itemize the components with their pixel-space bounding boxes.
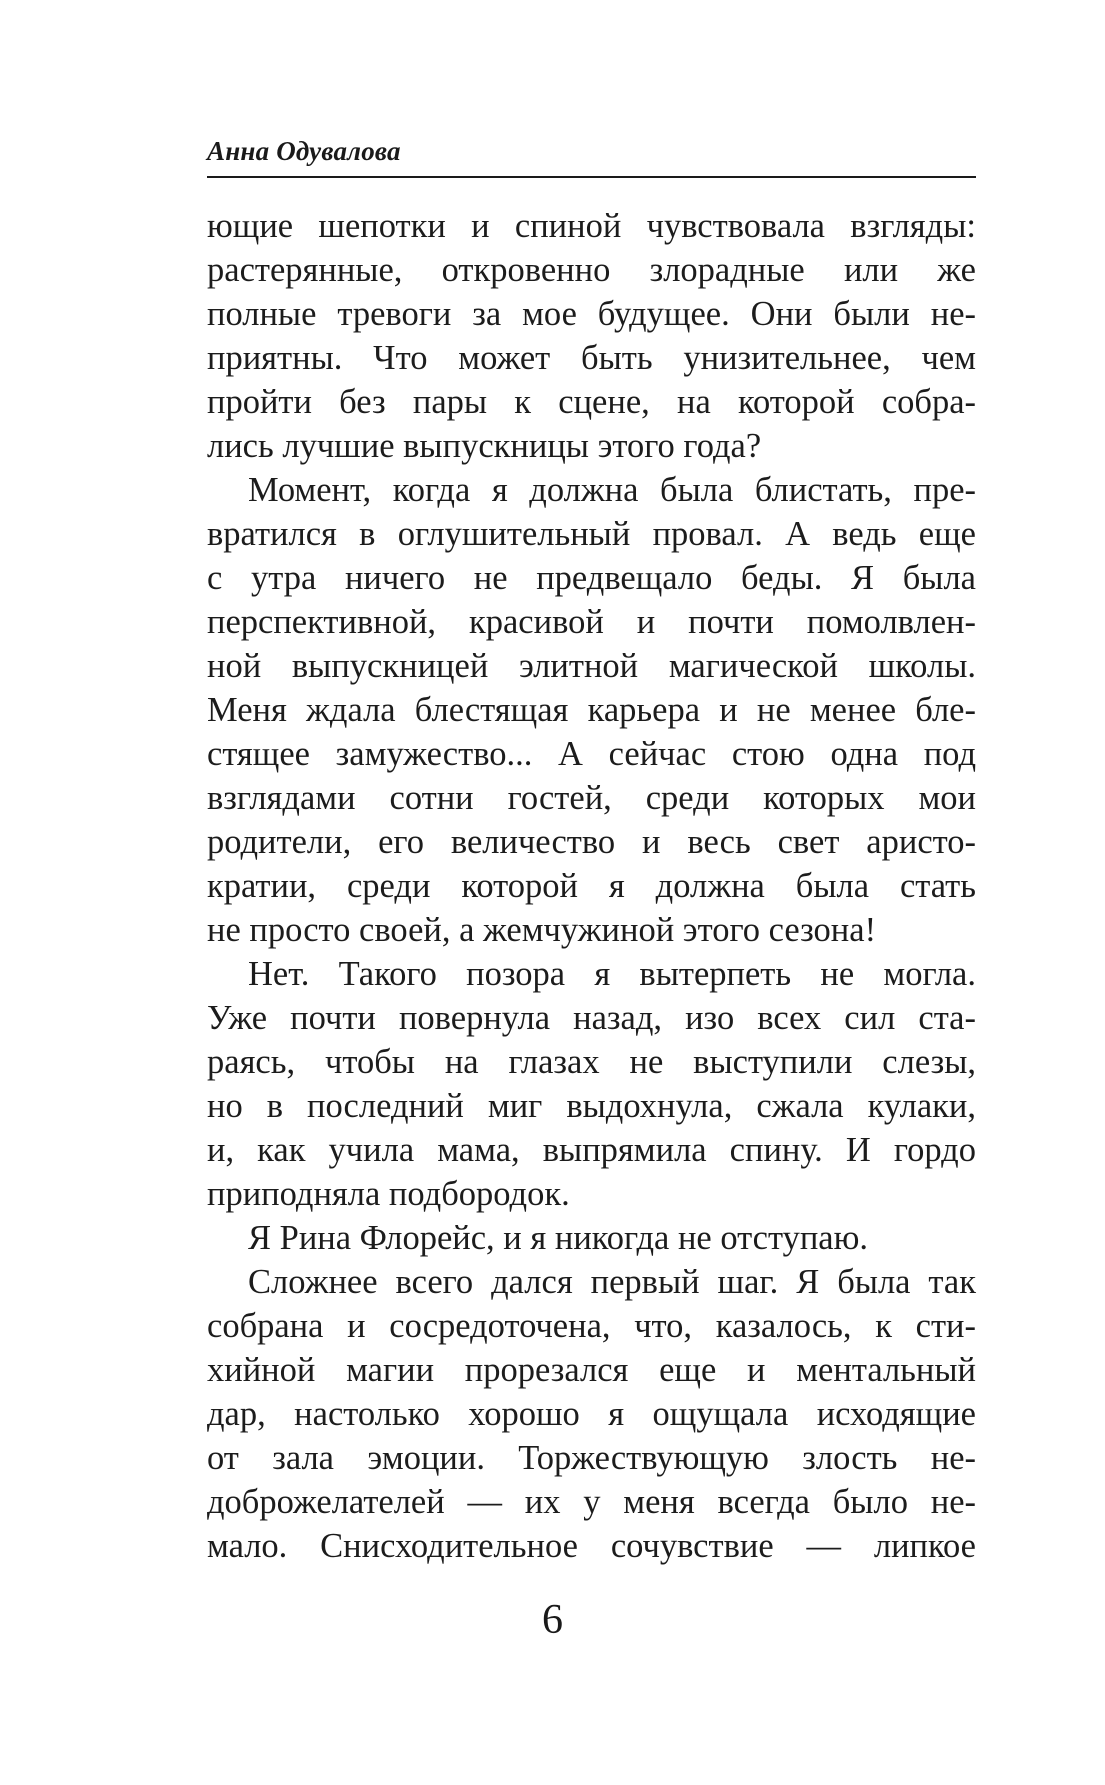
text-line: пройти без пары к сцене, на которой собра- (207, 383, 976, 421)
header-rule (207, 176, 976, 178)
text-line: не просто своей, а жемчужиной этого сезона! (207, 911, 877, 949)
text-line: раясь, чтобы на глазах не выступили слезы, (207, 1043, 976, 1081)
text-line: Нет. Такого позора я вытерпеть не могла. (248, 955, 976, 993)
text-line: Уже почти повернула назад, изо всех сил ста- (207, 999, 976, 1037)
text-line: лись лучшие выпускницы этого года? (207, 427, 762, 465)
text-line: полные тревоги за мое будущее. Они были не- (207, 295, 976, 333)
text-line: дар, настолько хорошо я ощущала исходящие (207, 1395, 976, 1433)
text-line: ющие шепотки и спиной чувствовала взгляды: (207, 207, 976, 245)
text-line: Меня ждала блестящая карьера и не менее бле- (207, 691, 976, 729)
text-line: и, как учила мама, выпрямила спину. И гордо (207, 1131, 976, 1169)
text-line: взглядами сотни гостей, среди которых мои (207, 779, 976, 817)
text-line: Я Рина Флорейс, и я никогда не отступаю. (248, 1219, 869, 1257)
text-line: перспективной, красивой и почти помолвлен- (207, 603, 976, 641)
text-line: приятны. Что может быть унизительнее, чем (207, 339, 976, 377)
text-line: кратии, среди которой я должна была стать (207, 867, 976, 905)
text-line: хийной магии прорезался еще и ментальный (207, 1351, 976, 1389)
body-text (207, 204, 976, 1568)
text-line: стящее замужество... А сейчас стою одна под (207, 735, 976, 773)
text-line: ной выпускницей элитной магической школы. (207, 647, 976, 685)
text-line: с утра ничего не предвещало беды. Я была (207, 559, 976, 597)
text-line: от зала эмоции. Торжествующую злость не- (207, 1439, 976, 1477)
text-line: мало. Снисходительное сочувствие — липкое (207, 1527, 976, 1565)
text-line: вратился в оглушительный провал. А ведь еще (207, 515, 976, 553)
text-line: растерянные, откровенно злорадные или же (207, 251, 976, 289)
text-line: но в последний миг выдохнула, сжала кулаки, (207, 1087, 976, 1125)
running-head-author: Анна Одувалова (207, 136, 401, 166)
text-line: приподняла подбородок. (207, 1175, 570, 1213)
text-line: доброжелателей — их у меня всегда было не- (207, 1483, 976, 1521)
text-line: Сложнее всего дался первый шаг. Я была так (248, 1263, 976, 1301)
text-line: родители, его величество и весь свет аристо- (207, 823, 976, 861)
text-line: Момент, когда я должна была блистать, пре- (248, 471, 976, 509)
text-line: собрана и сосредоточена, что, казалось, к сти- (207, 1307, 976, 1345)
page-number: 6 (542, 1597, 563, 1643)
